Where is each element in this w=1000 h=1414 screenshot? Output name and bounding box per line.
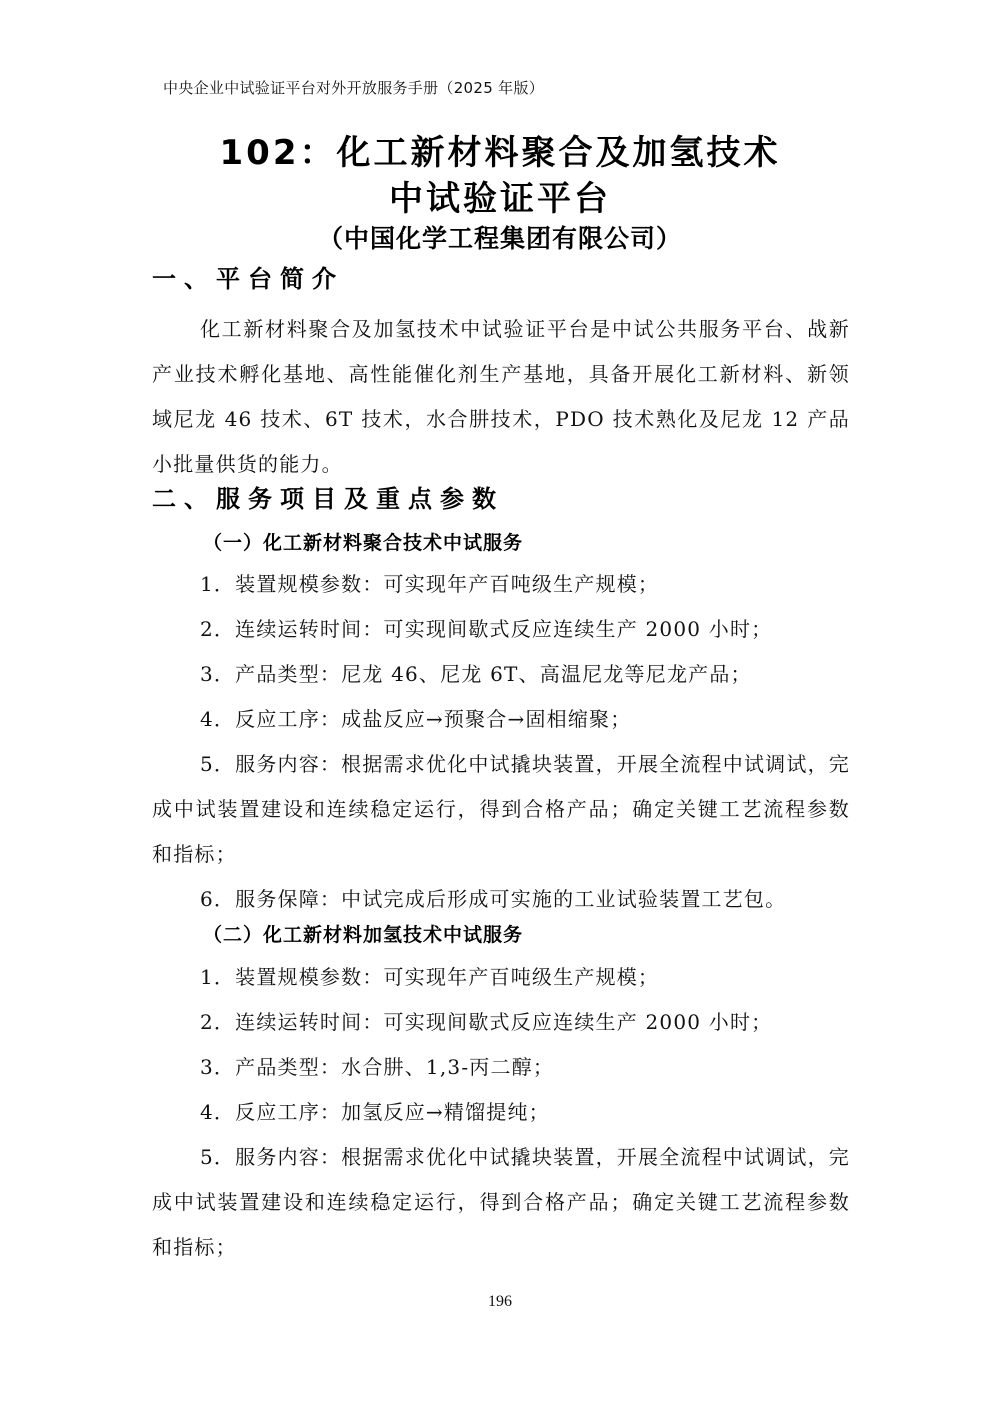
intro-text: 化工新材料聚合及加氢技术中试验证平台是中试公共服务平台、战新产业技术孵化基地、高性能催化剂生产基地，具备开展化工新材料、新领域尼龙 46 技术、6T 技术，水合肼技术，PDO 技术熟化及尼龙 12 产品小批量供货的能力。 [152, 317, 850, 476]
list-item: 5．服务内容：根据需求优化中试撬块装置，开展全流程中试调试，完成中试装置建设和连续稳定运行，得到合格产品；确定关键工艺流程参数和指标； [152, 752, 850, 866]
running-header: 中央企业中试验证平台对外开放服务手册（2025 年版） [163, 79, 545, 97]
list-item: 2．连续运转时间：可实现间歇式反应连续生产 2000 小时； [200, 617, 773, 641]
document-title-line-1: 102：化工新材料聚合及加氢技术 [219, 133, 781, 173]
section-heading-service-items: 二、服务项目及重点参数 [152, 485, 504, 513]
list-item: 5．服务内容：根据需求优化中试撬块装置，开展全流程中试调试，完成中试装置建设和连续稳定运行，得到合格产品；确定关键工艺流程参数和指标； [152, 1145, 850, 1259]
platform-intro-paragraph [152, 307, 850, 487]
list-item: 3．产品类型：尼龙 46、尼龙 6T、高温尼龙等尼龙产品； [200, 662, 752, 686]
section-heading-platform-intro: 一、平台简介 [152, 265, 344, 293]
list-item: 2．连续运转时间：可实现间歇式反应连续生产 2000 小时； [200, 1010, 773, 1034]
document-title-line-2: 中试验证平台 [389, 179, 611, 219]
subsection-heading-hydrogenation: （二）化工新材料加氢技术中试服务 [203, 924, 524, 946]
list-item: 6．服务保障：中试完成后形成可实施的工业试验装置工艺包。 [200, 887, 787, 911]
list-item: 3．产品类型：水合肼、1,3-丙二醇； [200, 1055, 555, 1079]
polymerization-service-list [152, 562, 850, 922]
document-subtitle: （中国化学工程集团有限公司） [317, 224, 682, 253]
list-item: 1．装置规模参数：可实现年产百吨级生产规模； [200, 572, 660, 596]
list-item: 4．反应工序：加氢反应→精馏提纯； [200, 1100, 550, 1124]
list-item: 4．反应工序：成盐反应→预聚合→固相缩聚； [200, 707, 632, 731]
page-number: 196 [488, 1293, 512, 1310]
list-item: 1．装置规模参数：可实现年产百吨级生产规模； [200, 965, 660, 989]
subsection-heading-polymerization: （一）化工新材料聚合技术中试服务 [203, 532, 524, 554]
hydrogenation-service-list [152, 955, 850, 1270]
